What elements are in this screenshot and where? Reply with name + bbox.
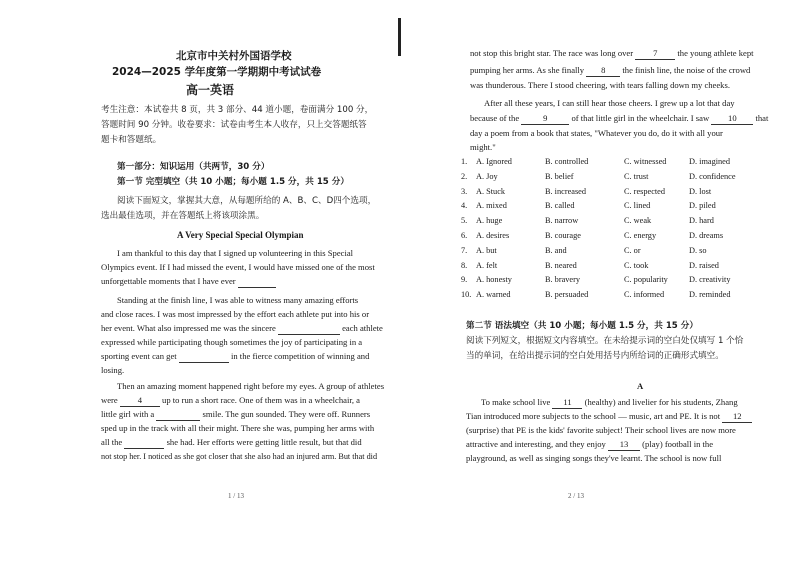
- passage-line: little girl with a smile. The gun sounded. They were off. Runners: [101, 409, 371, 419]
- option-a: A. warned: [476, 290, 511, 300]
- blank-5: [156, 409, 200, 421]
- passage-line: I am thankful to this day that I signed up volunteering in this Special: [117, 248, 354, 258]
- passage-line: Then an amazing moment happened right before my eyes. A group of athletes: [117, 381, 385, 391]
- passage-line: and close races. I was most impressed by the effort each athlete put into his or: [101, 309, 370, 319]
- passage-line: (surprise) that PE is the kids' favorite subject! Their school lives are now more: [466, 425, 736, 435]
- blank-2: [278, 323, 340, 335]
- option-c: C. informed: [624, 290, 665, 300]
- notice-line: 考生注意：本试卷共 8 页，共 3 部分、44 道小题，卷面满分 100 分，: [101, 105, 374, 115]
- option-c: C. lined: [624, 201, 651, 211]
- option-d: D. confidence: [689, 171, 736, 181]
- option-a: A. honesty: [476, 275, 512, 285]
- option-a: A. huge: [476, 216, 503, 226]
- option-c: C. witnessed: [624, 157, 667, 166]
- option-d: D. piled: [689, 201, 716, 211]
- passage-line: might.": [470, 142, 496, 152]
- option-c: C. took: [624, 260, 649, 270]
- blank-7: 7: [635, 48, 675, 60]
- option-c: C. popularity: [624, 275, 668, 285]
- passage-line: day a poem from a book that states, "Whatever you do, do it with all your: [470, 128, 723, 138]
- blank-13: 13: [608, 439, 640, 451]
- passage-line: not stop this bright star. The race was long over 7 the young athlete kept: [470, 48, 754, 58]
- option-d: D. imagined: [689, 157, 731, 166]
- option-b: B. persuaded: [545, 290, 589, 300]
- option-number: 10.: [461, 290, 472, 300]
- option-d: D. lost: [689, 186, 712, 196]
- option-b: B. neared: [545, 260, 577, 270]
- option-b: B. narrow: [545, 216, 579, 226]
- option-number: 5.: [461, 216, 468, 226]
- option-number: 7.: [461, 245, 468, 255]
- passage-line: losing.: [101, 365, 125, 375]
- subject-title: 高一英语: [186, 83, 235, 97]
- notice-line: 题卡和答题纸。: [101, 135, 162, 145]
- passage-line: Tian introduced more subjects to the school — music, art and PE. It is not 12: [466, 411, 752, 423]
- passage-line: playground, as well as singing songs they've learnt. The school is now full: [466, 453, 722, 463]
- page-divider: [398, 18, 401, 56]
- passage-line: not stop her. I noticed as she got closer that she also had an injured arm. But that did: [101, 452, 378, 461]
- blank-6: [124, 437, 164, 449]
- instruction-line: 阅读下面短文，掌握其大意，从每题所给的 A、B、C、D四个选项，: [117, 196, 377, 206]
- passage-line: To make school live 11 (healthy) and livelier for his students, Zhang: [481, 397, 738, 407]
- option-c: C. or: [624, 245, 641, 255]
- option-b: B. called: [545, 201, 575, 211]
- option-c: C. weak: [624, 216, 652, 226]
- option-number: 6.: [461, 231, 468, 240]
- option-d: D. hard: [689, 216, 714, 226]
- option-b: B. increased: [545, 186, 587, 196]
- passage-line: Standing at the finish line, I was able to witness many amazing efforts: [117, 295, 359, 305]
- option-a: A. Stuck: [476, 186, 506, 196]
- option-d: D. creativity: [689, 275, 731, 285]
- option-a: A. Joy: [476, 171, 498, 181]
- option-d: D. dreams: [689, 231, 724, 240]
- page-number: 1 / 13: [228, 492, 244, 500]
- option-b: B. courage: [545, 231, 581, 240]
- passage-line: her event. What also impressed me was the sincere each athlete: [101, 323, 383, 333]
- blank-12: 12: [722, 411, 752, 423]
- instruction-line: 选出最佳选项，并在答题纸上将该项涂黑。: [101, 211, 265, 221]
- instruction-line: 阅读下列短文，根据短文内容填空。在未给提示词的空白处仅填写 1 个恰: [466, 336, 744, 346]
- blank-10: 10: [711, 113, 753, 125]
- passage-line: unforgettable moments that I have ever: [101, 276, 276, 288]
- option-b: B. controlled: [545, 157, 589, 166]
- option-number: 3.: [461, 186, 468, 196]
- passage-line: After all these years, I can still hear those cheers. I grew up a lot that day: [484, 98, 735, 108]
- passage-line: attractive and interesting, and they enjoy 13 (play) football in the: [466, 439, 714, 449]
- option-d: D. reminded: [689, 290, 731, 300]
- passage-line: Olympics event. If I had missed the event, I would have missed one of the most: [101, 262, 375, 272]
- option-a: A. Ignored: [476, 157, 512, 166]
- instruction-line: 当的单词，在给出提示词的空白处用括号内所给词的正确形式填空。: [466, 351, 724, 361]
- option-b: B. and: [545, 245, 567, 255]
- option-number: 9.: [461, 275, 468, 285]
- passage-line: pumping her arms. As she finally 8 the finish line, the noise of the crowd: [470, 65, 751, 75]
- option-c: C. energy: [624, 231, 657, 240]
- passage-line: were 4 up to run a short race. One of them was in a wheelchair, a: [101, 395, 360, 405]
- option-c: C. trust: [624, 171, 649, 181]
- option-d: D. so: [689, 245, 707, 255]
- school-name: 北京市中关村外国语学校: [176, 50, 292, 62]
- passage-line: sped up in the track with all their might. There she was, pumping her arms with: [101, 423, 375, 433]
- section-heading: 第一节 完型填空（共 10 小题；每小题 1.5 分，共 15 分）: [117, 177, 349, 187]
- passage-line: was thunderous. There I stood cheering, with tears falling down my cheeks.: [470, 80, 730, 90]
- blank-11: 11: [552, 397, 582, 409]
- right-page: [403, 0, 794, 561]
- blank-4: 4: [120, 395, 160, 407]
- option-c: C. respected: [624, 186, 666, 196]
- passage-line: because of the 9 of that little girl in the wheelchair. I saw 10 that: [470, 113, 769, 123]
- blank-8: 8: [586, 65, 620, 77]
- option-number: 2.: [461, 171, 468, 181]
- option-number: 8.: [461, 260, 468, 270]
- option-number: 4.: [461, 201, 468, 211]
- blank-3: [179, 351, 229, 363]
- passage-line: sporting event can get in the fierce competition of winning and: [101, 351, 370, 361]
- option-d: D. raised: [689, 260, 719, 270]
- option-a: A. desires: [476, 231, 510, 240]
- notice-line: 答题时间 90 分钟。收卷要求：试卷由考生本人收存，只上交答题纸答: [101, 120, 367, 130]
- option-b: B. belief: [545, 171, 574, 181]
- blank-1: [238, 276, 276, 288]
- page-number: 2 / 13: [568, 492, 584, 500]
- option-b: B. bravery: [545, 275, 581, 285]
- section-heading: 第二节 语法填空（共 10 小题；每小题 1.5 分，共 15 分）: [466, 321, 698, 331]
- passage-line: expressed while participating though sometimes the joy of participating in a: [101, 337, 363, 347]
- option-a: A. felt: [476, 260, 498, 270]
- subpassage-label: A: [637, 381, 644, 391]
- passage-title: A Very Special Special Olympian: [177, 230, 304, 240]
- part-heading: 第一部分：知识运用（共两节，30 分）: [117, 162, 270, 172]
- blank-9: 9: [521, 113, 569, 125]
- option-number: 1.: [461, 157, 468, 166]
- option-a: A. mixed: [476, 201, 507, 211]
- option-a: A. but: [476, 245, 497, 255]
- exam-title: 2024—2025 学年度第一学期期中考试试卷: [112, 66, 322, 78]
- passage-line: all the she had. Her efforts were getting little result, but that did: [101, 437, 362, 447]
